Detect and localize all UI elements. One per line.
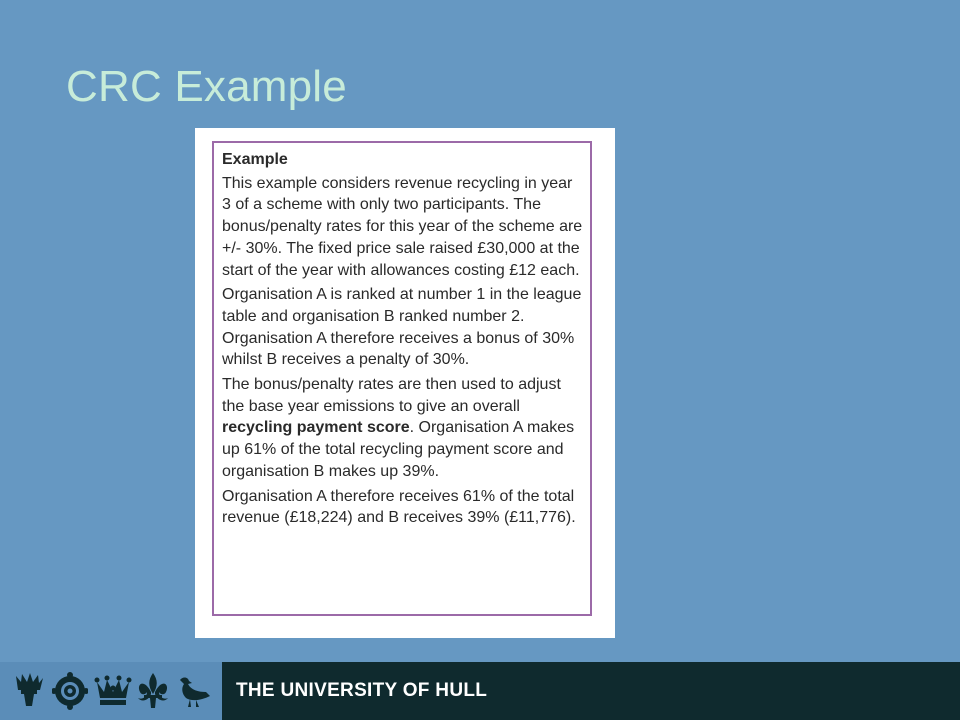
slide-title: CRC Example [66,62,347,111]
crest-panel [0,662,222,720]
footer-bar [0,662,960,720]
university-name: THE UNIVERSITY OF HULL [236,680,488,701]
example-heading: Example [222,151,288,168]
recycling-payment-score-term: recycling payment score [222,419,410,437]
example-paragraph-3 [222,374,584,483]
p3-text-end: . Organisation A makes up 61% of the total recycling payment score and organisation B makes up 39%. [222,419,575,480]
example-paragraph-2: Organisation A is ranked at number 1 in the league table and organisation B ranked number 2. Organisation A therefore receives a bonus of 30% whilst B receives a penalty of 30%. [222,286,582,369]
crown-icon [94,672,132,710]
flame-icon [12,672,46,710]
example-paragraph-4: Organisation A therefore receives 61% of the total revenue (£18,224) and B receives 39% (£11,776). [222,487,576,527]
example-card [195,128,615,638]
example-box [212,141,592,616]
example-paragraph-1: This example considers revenue recycling in year 3 of a scheme with only two participants. The bonus/penalty rates for this year of the scheme are +/- 30%. The fixed price sale raised £30,000 at the start of the year with allowances costing £12 each. [222,174,583,279]
bird-icon [176,672,212,710]
p3-text-start: The bonus/penalty rates are then used to adjust the base year emissions to give an overall [222,376,561,415]
rose-icon [52,672,88,710]
fleur-de-lis-icon [136,672,170,710]
